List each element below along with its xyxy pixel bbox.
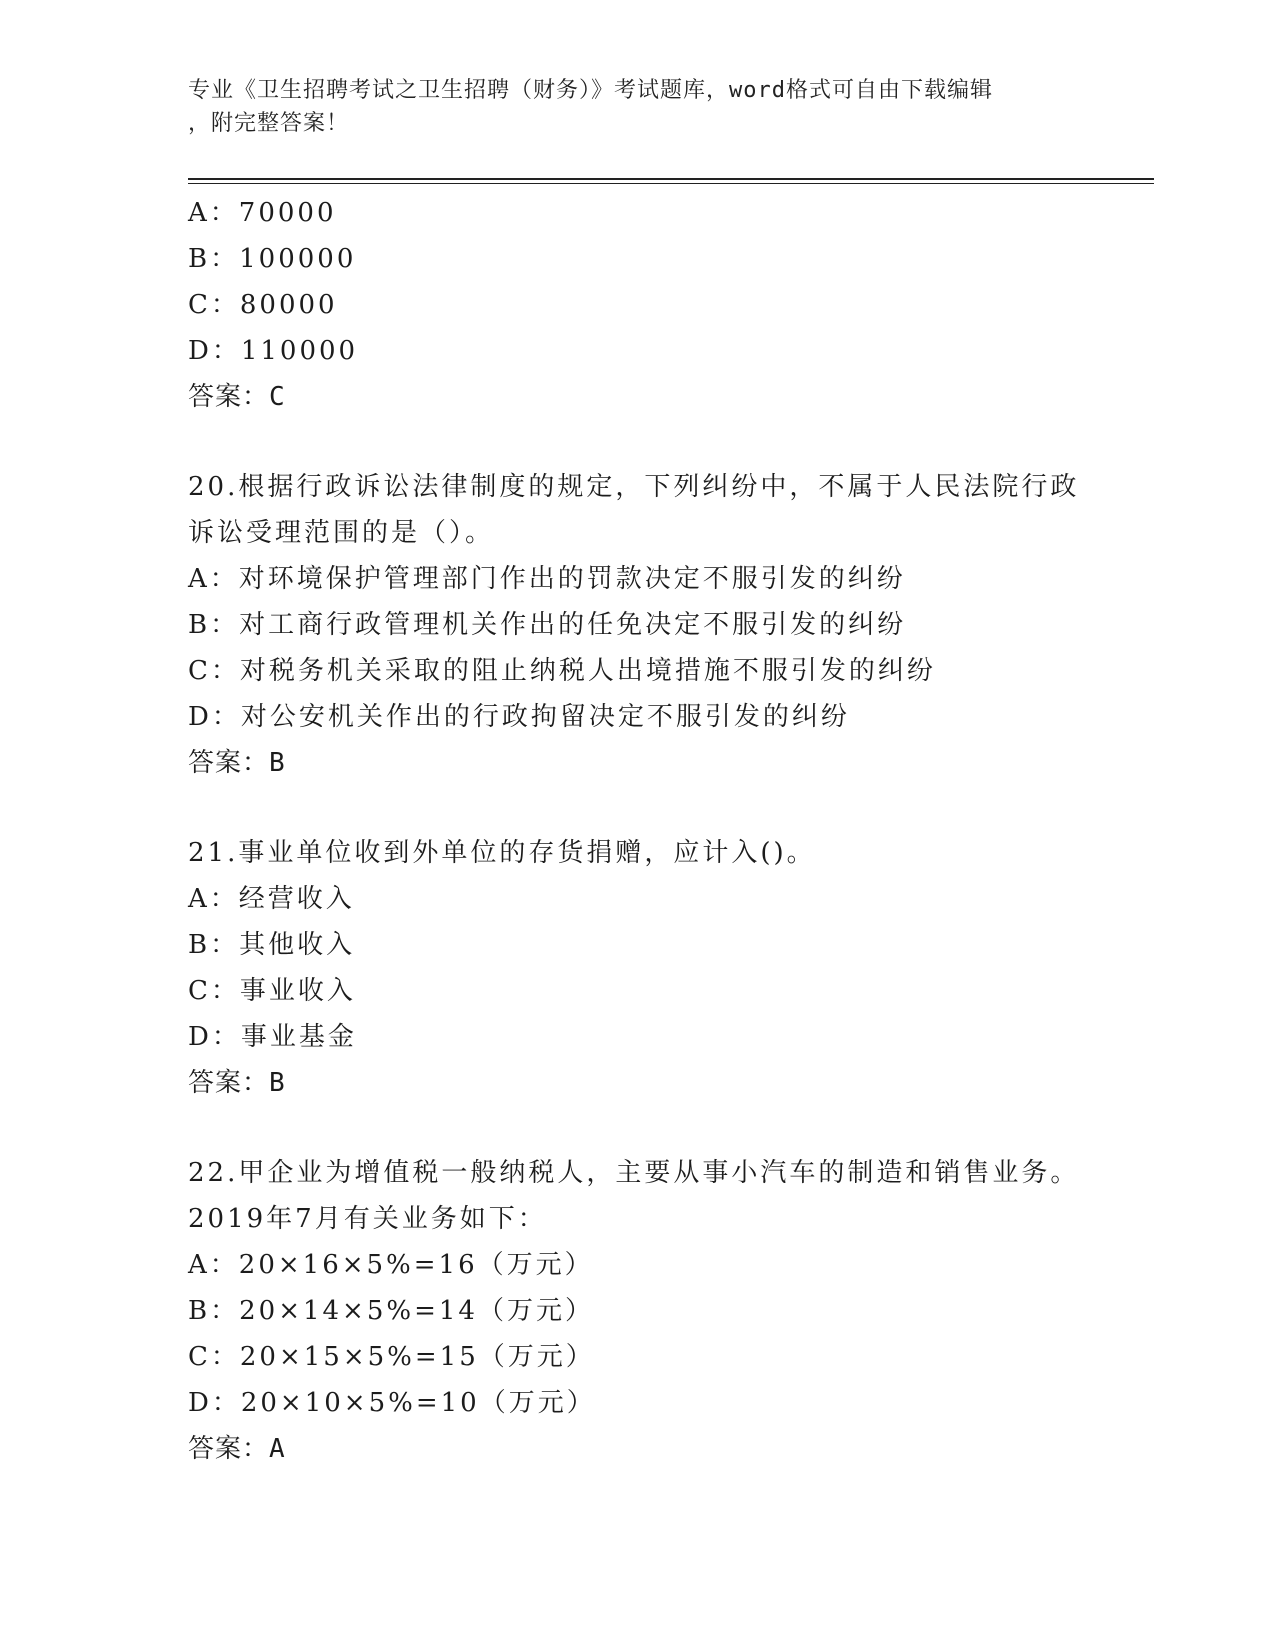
question-22: [188, 1150, 1154, 1472]
header-line-1: 专业《卫生招聘考试之卫生招聘（财务）》考试题库，word格式可自由下载编辑: [188, 78, 993, 103]
question-stem-line-2: 诉讼受理范围的是（）。: [188, 518, 495, 548]
header-divider-thick: [188, 178, 1154, 180]
option-c: C：对税务机关采取的阻止纳税人出境措施不服引发的纠纷: [188, 656, 936, 686]
option-b: B：20×14×5%=14（万元）: [188, 1296, 594, 1326]
option-a: A：对环境保护管理部门作出的罚款决定不服引发的纠纷: [188, 564, 906, 594]
option-a: A：经营收入: [188, 884, 355, 914]
document-header: [188, 74, 1088, 140]
option-d: D：20×10×5%=10（万元）: [188, 1388, 596, 1418]
answer: 答案：C: [188, 382, 286, 412]
option-c: C：80000: [188, 290, 338, 320]
question-20: [188, 464, 1154, 786]
option-c: C：20×15×5%=15（万元）: [188, 1342, 595, 1372]
option-b: B：其他收入: [188, 930, 356, 960]
header-line-2: ，附完整答案！: [188, 111, 350, 136]
option-b: B：100000: [188, 244, 357, 274]
question-stem-line-1: 21.事业单位收到外单位的存货捐赠，应计入()。: [188, 838, 816, 868]
answer: 答案：A: [188, 1434, 286, 1464]
option-a: A：20×16×5%=16（万元）: [188, 1250, 594, 1280]
option-d: D：事业基金: [188, 1022, 357, 1052]
answer: 答案：B: [188, 1068, 286, 1098]
option-c: C：事业收入: [188, 976, 356, 1006]
question-19: [188, 190, 1154, 420]
option-b: B：对工商行政管理机关作出的任免决定不服引发的纠纷: [188, 610, 907, 640]
question-21: [188, 830, 1154, 1106]
question-stem-line-2: 2019年7月有关业务如下：: [188, 1204, 547, 1234]
option-d: D：对公安机关作出的行政拘留决定不服引发的纠纷: [188, 702, 850, 732]
question-stem-line-1: 22.甲企业为增值税一般纳税人，主要从事小汽车的制造和销售业务。: [188, 1158, 1080, 1188]
answer: 答案：B: [188, 748, 286, 778]
option-d: D：110000: [188, 336, 359, 366]
option-a: A：70000: [188, 198, 337, 228]
header-divider-thin: [188, 183, 1154, 184]
question-list: [188, 190, 1154, 1472]
question-stem-line-1: 20.根据行政诉讼法律制度的规定，下列纠纷中，不属于人民法院行政: [188, 472, 1080, 502]
